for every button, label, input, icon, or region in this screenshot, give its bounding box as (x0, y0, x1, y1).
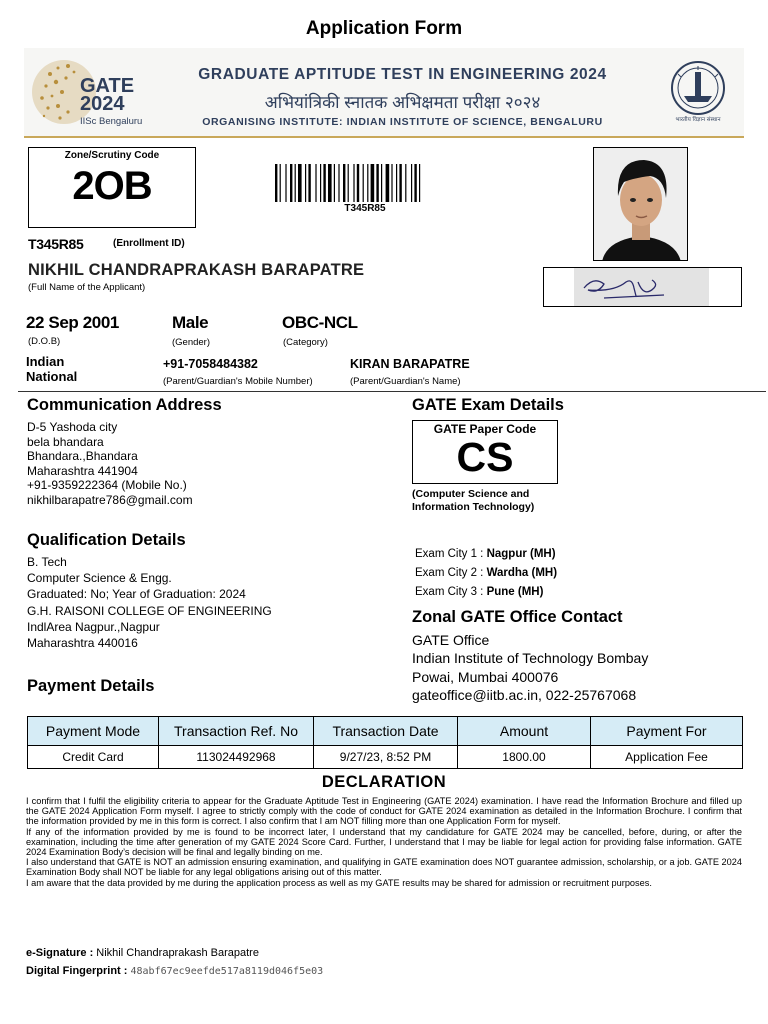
exam-city-2: Exam City 2 : Wardha (MH) (415, 567, 558, 579)
guardian-mobile-label: (Parent/Guardian's Mobile Number) (163, 376, 313, 387)
iisc-caption: भारतीय विज्ञान संस्थान (675, 117, 721, 123)
barcode-bar (367, 164, 368, 202)
enrollment-id: T345R85 (28, 236, 84, 252)
enrollment-label: (Enrollment ID) (113, 238, 185, 249)
paper-desc-2: Information Technology) (412, 501, 535, 513)
barcode-bar (399, 164, 401, 202)
barcode-bar (285, 164, 286, 202)
category-value: OBC-NCL (282, 313, 358, 332)
zonal-contact (412, 631, 648, 704)
barcode-bar (343, 164, 345, 202)
gate-logo-icon (30, 52, 148, 132)
barcode-bar (411, 164, 412, 202)
degree: B. Tech (27, 555, 67, 569)
barcode-bar (386, 164, 390, 202)
qualification-heading: Qualification Details (27, 531, 186, 549)
iisc-logo-icon (662, 58, 734, 124)
barcode-bar (323, 164, 325, 202)
barcode-bar (381, 164, 382, 202)
esignature (26, 947, 259, 959)
declaration-heading: DECLARATION (321, 773, 447, 791)
applicant-name-label: (Full Name of the Applicant) (28, 282, 146, 293)
barcode-bar (353, 164, 354, 202)
column-header: Transaction Ref. No (159, 717, 314, 746)
exam-heading: GATE Exam Details (412, 396, 564, 414)
college-address-2: Maharashtra 440016 (27, 636, 138, 651)
column-header: Payment Mode (28, 717, 159, 746)
applicant-photo (593, 147, 688, 261)
table-cell: 113024492968 (159, 746, 314, 769)
barcode-bar (315, 164, 316, 202)
esignature-label: e-Signature : (26, 947, 97, 959)
barcode-bar (328, 164, 332, 202)
table-cell: 1800.00 (458, 746, 591, 769)
organising-institute: ORGANISING INSTITUTE: INDIAN INSTITUTE OF SCIENCE, BENGALURU (202, 116, 603, 128)
gender-value: Male (172, 313, 209, 332)
declaration-paragraph: I confirm that I fulfil the eligibility criteria to appear for the Graduate Aptitude Test in Engineering (GATE 2024) examination. I have read the Information Brochure and filled up the GATE 2024 Application Form myself. I agree to strictly comply with the code of conduct for GATE 2024 examination as detailed in the Information Brochure. I confirm that the information provided by me in this form is correct. I also confirm that I am NOT filling more than one Application Form for myself. (26, 796, 742, 827)
gender-label: (Gender) (172, 337, 211, 348)
college-name: G.H. RAISONI COLLEGE OF ENGINEERING (27, 603, 272, 618)
address-line: Bhandara.,Bhandara (27, 449, 138, 463)
zone-label: Zone/Scrutiny Code (64, 150, 160, 161)
payment-table (27, 716, 743, 769)
guardian-name: KIRAN BARAPATRE (350, 357, 470, 371)
barcode-bar (305, 164, 306, 202)
barcode-bar (396, 164, 397, 202)
guardian-name-label: (Parent/Guardian's Name) (350, 376, 461, 387)
declaration-text (26, 796, 742, 888)
gate-hindi-title: अभियांत्रिकी स्नातक अभिक्षमता परीक्षा २०२४ (264, 93, 541, 112)
gate-title: GRADUATE APTITUDE TEST IN ENGINEERING 2024 (198, 66, 607, 83)
qualification-details (27, 554, 272, 651)
barcode-bar (348, 164, 349, 202)
barcode-bar (280, 164, 281, 202)
college-address-1: IndlArea Nagpur.,Nagpur (27, 619, 160, 634)
column-header: Transaction Date (314, 717, 458, 746)
dob-value: 22 Sep 2001 (26, 313, 119, 332)
barcode-bar (419, 164, 420, 202)
barcode-bar (320, 164, 321, 202)
nationality-line-2: National (26, 369, 78, 384)
barcode-bar (290, 164, 292, 202)
barcode-bar (298, 164, 302, 202)
exam-city-1: Exam City 1 : Nagpur (MH) (415, 548, 556, 560)
divider (18, 391, 766, 392)
zone-code: 2OB (72, 164, 152, 208)
column-header: Payment For (591, 717, 743, 746)
paper-code: CS (456, 434, 514, 480)
barcode-bar (371, 164, 375, 202)
mobile-line: +91-9359222364 (Mobile No.) (27, 478, 187, 492)
table-cell: 9/27/23, 8:52 PM (314, 746, 458, 769)
digital-fingerprint (26, 965, 323, 977)
address-line: D-5 Yashoda city (27, 420, 118, 434)
dob-label: (D.O.B) (28, 336, 61, 347)
barcode-bar (405, 164, 406, 202)
logo-text-gate: GATE (80, 75, 135, 97)
logo-text-year: 2024 (80, 93, 125, 115)
communication-address (27, 420, 193, 507)
discipline: Computer Science & Engg. (27, 571, 172, 586)
barcode-bar (295, 164, 296, 202)
zonal-line: Indian Institute of Technology Bombay (412, 650, 649, 667)
barcode-icon (275, 164, 455, 202)
barcode-bar (363, 164, 364, 202)
payment-heading: Payment Details (27, 677, 155, 695)
nationality-line-1: Indian (26, 354, 65, 369)
barcode-bar (275, 164, 277, 202)
table-cell: Credit Card (28, 746, 159, 769)
graduation-status: Graduated: No; Year of Graduation: 2024 (27, 587, 246, 602)
zonal-line: Powai, Mumbai 400076 (412, 668, 559, 685)
payment-table-header (28, 717, 743, 746)
barcode-bar (414, 164, 416, 202)
zonal-line: GATE Office (412, 632, 490, 648)
barcode-bar (338, 164, 339, 202)
table-row (28, 746, 743, 769)
page-title: Application Form (305, 18, 463, 39)
barcode-bar (334, 164, 335, 202)
barcode-text: T345R85 (344, 203, 386, 214)
guardian-mobile: +91-7058484382 (163, 357, 258, 371)
category-label: (Category) (283, 337, 328, 348)
fingerprint-label: Digital Fingerprint : (26, 965, 131, 977)
address-line: bela bhandara (27, 434, 104, 449)
declaration-paragraph: If any of the information provided by me is found to be incorrect later, I understand that my candidature for GATE 2024 may be cancelled, before, during, or after the examination, including the time after generation of my GATE 2024 Score Card. Further, I understand that I may be liable for legal action for providing false information. GATE 2024 Examination Body’s decision will be final and legally binding on me. (26, 826, 742, 858)
logo-text-iisc: IISc Bengaluru (80, 116, 143, 127)
barcode-bar (376, 164, 378, 202)
declaration-paragraph: I am aware that the data provided by me during the application process as well as my GATE results may be shared for admission or recruitment purposes. (26, 877, 652, 888)
exam-cities (415, 545, 557, 602)
table-cell: Application Fee (591, 746, 743, 769)
barcode-bar (391, 164, 392, 202)
barcode-bar (357, 164, 359, 202)
applicant-signature (574, 268, 709, 306)
email-line: nikhilbarapatre786@gmail.com (27, 492, 193, 507)
address-line: Maharashtra 441904 (27, 463, 138, 478)
zonal-line: gateoffice@iitb.ac.in, 022-25767068 (412, 686, 637, 703)
esignature-value: Nikhil Chandraprakash Barapatre (96, 947, 259, 959)
paper-desc-1: (Computer Science and (412, 488, 530, 500)
barcode-bar (308, 164, 310, 202)
applicant-name: NIKHIL CHANDRAPRAKASH BARAPATRE (28, 261, 365, 279)
communication-heading: Communication Address (27, 396, 222, 414)
exam-city-3: Exam City 3 : Pune (MH) (415, 586, 544, 598)
paper-code-label: GATE Paper Code (433, 422, 537, 436)
fingerprint-value: 48abf67ec9eefde517a8119d046f5e03 (130, 966, 324, 977)
column-header: Amount (458, 717, 591, 746)
zonal-heading: Zonal GATE Office Contact (412, 608, 623, 626)
declaration-paragraph: I also understand that GATE is NOT an admission ensuring examination, and qualifying in GATE examination does NOT guarantee admission, scholarship, or a job. GATE 2024 Examination Body shall NOT be liable for any legal obligations arising out of this matter. (26, 857, 742, 878)
